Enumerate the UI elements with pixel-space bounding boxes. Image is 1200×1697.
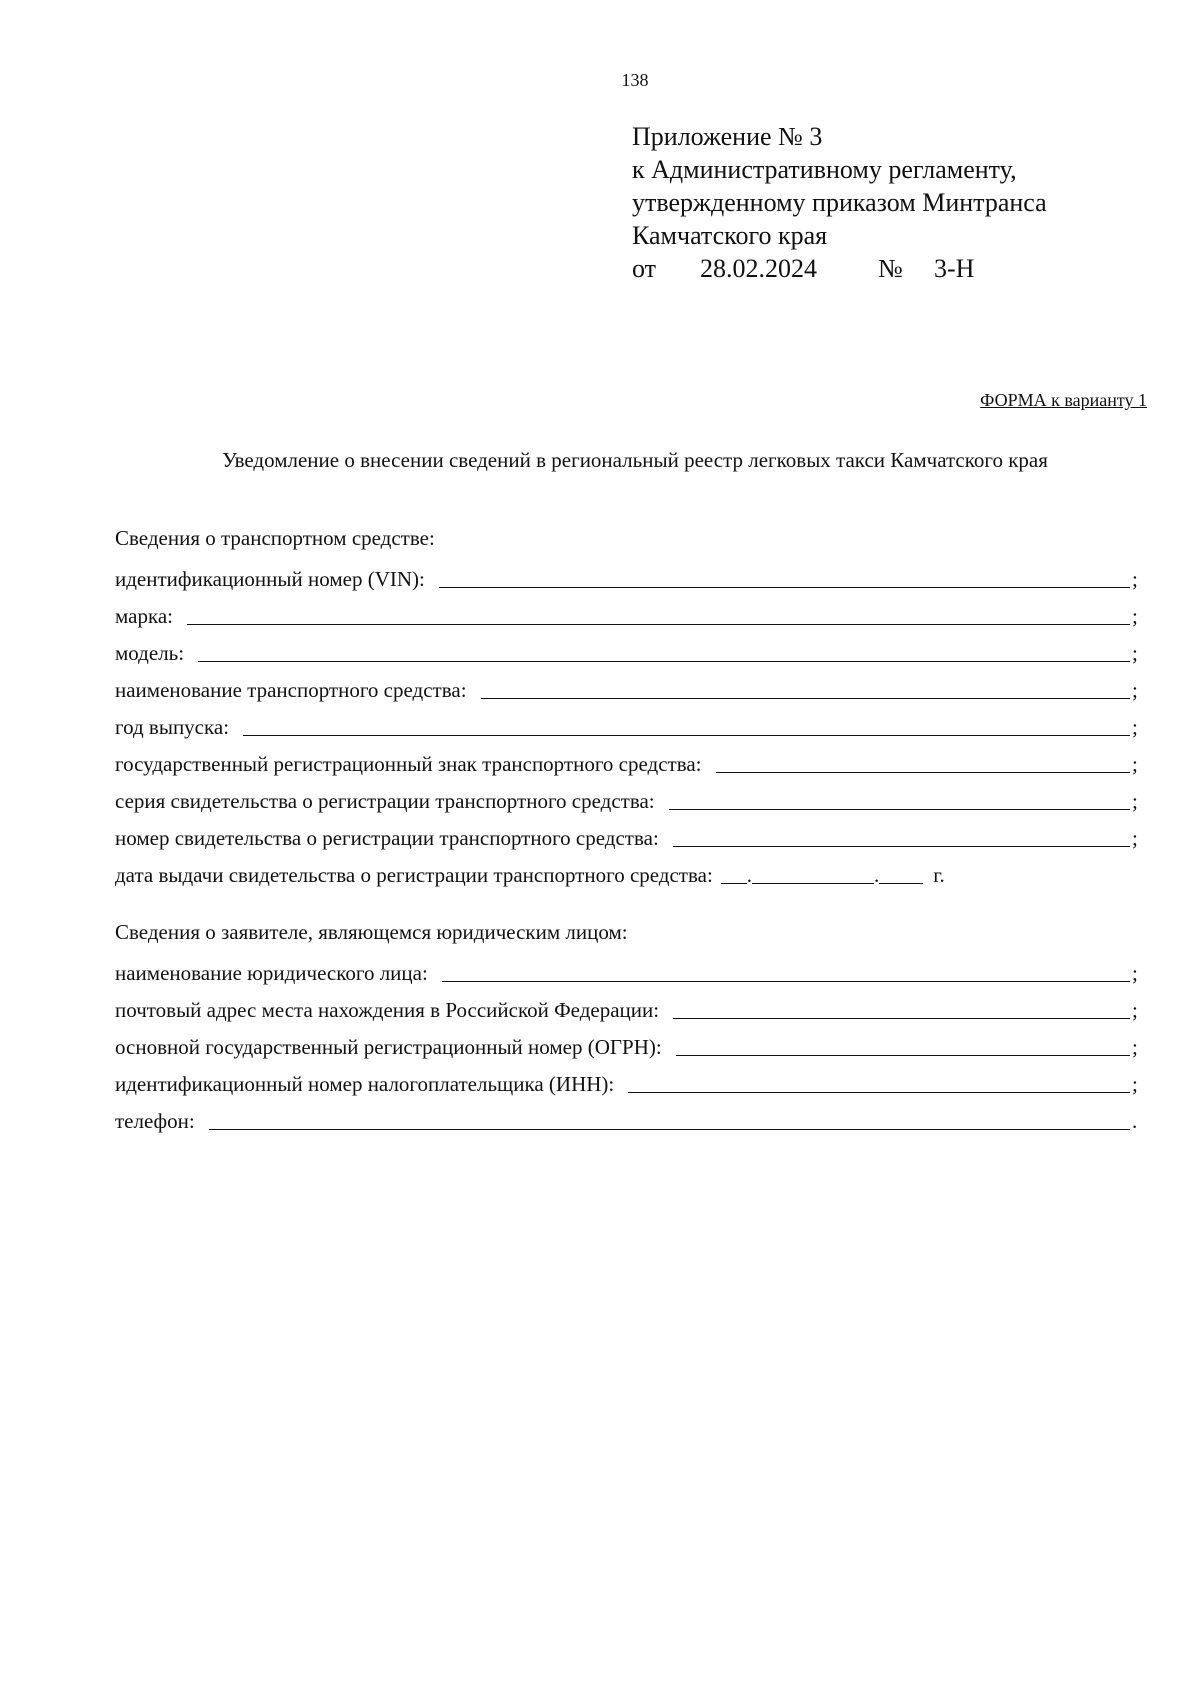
field-end: ; (1132, 826, 1138, 850)
appendix-header (632, 120, 1047, 285)
field-label: марка: (115, 604, 174, 628)
field-label: телефон: (115, 1109, 195, 1133)
field-brand (115, 594, 1140, 631)
field-label: серия свидетельства о регистрации транспортного средства: (115, 789, 655, 813)
field-end: ; (1132, 604, 1138, 628)
field-vin (115, 557, 1140, 594)
page-number: 138 (621, 70, 649, 90)
field-label: наименование транспортного средства: (115, 678, 467, 702)
year-suffix: г. (933, 863, 945, 887)
postal-address-input-line[interactable] (673, 998, 1130, 1019)
field-end: ; (1132, 961, 1138, 985)
model-input-line[interactable] (198, 641, 1130, 662)
vehicle-section (115, 520, 1140, 890)
field-postal-address (115, 988, 1140, 1025)
field-end: ; (1132, 789, 1138, 813)
field-plate (115, 742, 1140, 779)
field-end: ; (1132, 1035, 1138, 1059)
field-cert-number (115, 816, 1140, 853)
form-variant-label: ФОРМА к варианту 1 (980, 390, 1147, 410)
field-label: наименование юридического лица: (115, 961, 428, 985)
field-model (115, 631, 1140, 668)
field-label: дата выдачи свидетельства о регистрации транспортного средства: (115, 863, 713, 887)
cert-series-input-line[interactable] (669, 789, 1130, 810)
date-separator: . (874, 863, 880, 887)
inn-input-line[interactable] (628, 1072, 1130, 1093)
field-inn (115, 1062, 1140, 1099)
cert-day-input-line[interactable] (721, 863, 747, 884)
appendix-date-line (632, 252, 1047, 285)
plate-input-line[interactable] (716, 752, 1130, 773)
number-prefix: № (878, 254, 903, 283)
field-vehicle-name (115, 668, 1140, 705)
field-label: номер свидетельства о регистрации транспортного средства: (115, 826, 659, 850)
field-label: модель: (115, 641, 185, 665)
brand-input-line[interactable] (187, 604, 1130, 625)
document-title: Уведомление о внесении сведений в региональный реестр легковых такси Камчатского края (222, 448, 1048, 472)
field-end: ; (1132, 1072, 1138, 1096)
field-label: год выпуска: (115, 715, 230, 739)
field-year (115, 705, 1140, 742)
order-number: 3-Н (934, 254, 975, 283)
field-end: ; (1132, 678, 1138, 702)
field-cert-series (115, 779, 1140, 816)
applicant-section (115, 914, 1140, 1136)
appendix-line: к Административному регламенту, (632, 155, 1017, 184)
date-separator: . (746, 863, 753, 887)
field-cert-date (115, 853, 1140, 890)
section-heading: Сведения о транспортном средстве: (115, 526, 435, 550)
field-end: ; (1132, 641, 1138, 665)
field-end: ; (1132, 752, 1138, 776)
appendix-line: Камчатского края (632, 221, 828, 250)
year-input-line[interactable] (243, 715, 1130, 736)
field-label: идентификационный номер (VIN): (115, 567, 425, 591)
field-end: . (1132, 1109, 1138, 1133)
field-end: ; (1132, 998, 1138, 1022)
date-prefix: от (632, 254, 657, 283)
appendix-line: Приложение № 3 (632, 122, 823, 151)
vehicle-name-input-line[interactable] (481, 678, 1130, 699)
section-heading: Сведения о заявителе, являющемся юридическим лицом: (115, 920, 628, 944)
order-date: 28.02.2024 (700, 254, 817, 283)
field-label: основной государственный регистрационный номер (ОГРН): (115, 1035, 662, 1059)
field-ogrn (115, 1025, 1140, 1062)
phone-input-line[interactable] (209, 1109, 1130, 1130)
field-legal-name (115, 951, 1140, 988)
ogrn-input-line[interactable] (676, 1035, 1130, 1056)
cert-month-input-line[interactable] (752, 863, 874, 884)
appendix-line: утвержденному приказом Минтранса (632, 188, 1047, 217)
cert-year-input-line[interactable] (879, 863, 923, 884)
field-label: идентификационный номер налогоплательщика (ИНН): (115, 1072, 615, 1096)
field-label: почтовый адрес места нахождения в Российской Федерации: (115, 998, 660, 1022)
field-label: государственный регистрационный знак транспортного средства: (115, 752, 702, 776)
legal-name-input-line[interactable] (442, 961, 1130, 982)
vin-input-line[interactable] (439, 567, 1130, 588)
field-end: ; (1132, 715, 1138, 739)
field-end: ; (1132, 567, 1138, 591)
cert-number-input-line[interactable] (673, 826, 1130, 847)
field-phone (115, 1099, 1140, 1136)
